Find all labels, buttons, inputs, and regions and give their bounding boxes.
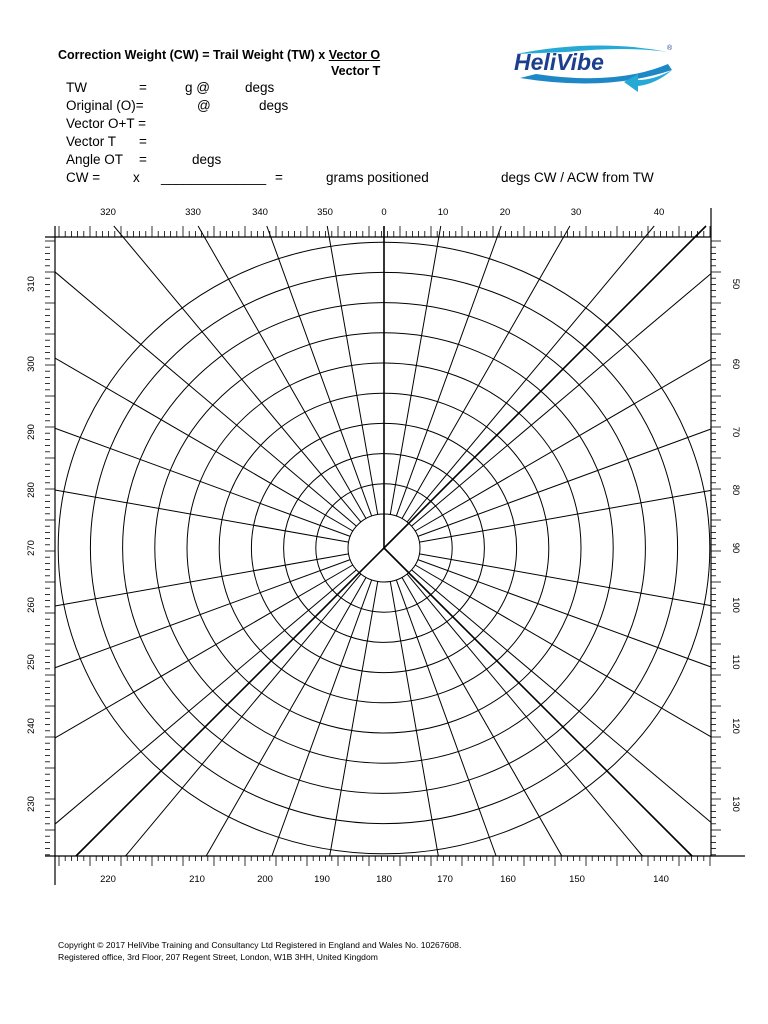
copyright-line: Copyright © 2017 HeliVibe Training and Consultancy Ltd Registered in England and Wales No. 10267608. — [58, 940, 462, 950]
polar-spoke — [418, 429, 711, 536]
bottom-degree-label: 200 — [257, 874, 273, 885]
logo-text: HeliVibe — [514, 49, 604, 75]
top-degree-label: 320 — [100, 207, 116, 218]
tw-g-at: g @ — [185, 80, 210, 95]
tw-label: TW — [66, 80, 87, 95]
right-degree-label: 70 — [730, 426, 741, 438]
top-degree-label: 350 — [317, 207, 333, 218]
left-degree-label: 290 — [26, 424, 37, 440]
original-label: Original (O)= — [66, 98, 144, 113]
vector-t-equals: = — [139, 134, 147, 149]
logo-registered: ® — [667, 45, 673, 52]
bottom-degree-label: 140 — [653, 874, 669, 885]
bottom-degree-label: 210 — [189, 874, 205, 885]
left-degree-label: 230 — [26, 796, 37, 812]
right-degree-label: 80 — [730, 484, 741, 496]
tw-degs: degs — [245, 80, 275, 95]
bottom-degree-label: 170 — [437, 874, 453, 885]
left-degree-label: 300 — [26, 356, 37, 372]
polar-spoke — [402, 226, 570, 519]
top-degree-label: 0 — [381, 207, 387, 218]
address-line: Registered office, 3rd Floor, 207 Regent Street, London, W1B 3HH, United Kingdom — [58, 951, 378, 962]
cw-equals: = — [275, 170, 283, 185]
left-degree-label: 310 — [26, 276, 37, 292]
polar-spoke — [55, 272, 356, 526]
copyright-footer — [58, 940, 461, 963]
left-degree-label: 270 — [26, 540, 37, 556]
angle-ot-degs: degs — [192, 152, 222, 167]
polar-spoke — [390, 226, 441, 515]
polar-spoke — [412, 570, 711, 823]
polar-spoke — [407, 574, 642, 856]
right-degree-label: 60 — [730, 358, 741, 370]
polar-spoke — [418, 560, 711, 667]
cw-blank: ______________ — [161, 170, 267, 185]
angle-ot-label: Angle OT — [66, 152, 124, 167]
top-degree-label: 340 — [252, 207, 268, 218]
tw-equals: = — [139, 80, 147, 95]
polar-spoke — [55, 554, 349, 606]
bottom-degree-label: 160 — [500, 874, 516, 885]
bottom-degree-label: 180 — [376, 874, 392, 885]
top-degree-label: 10 — [437, 207, 449, 218]
polar-spoke — [206, 577, 366, 856]
formula-prefix: Correction Weight (CW) = Trail Weight (TW) x — [58, 48, 329, 62]
bottom-degree-label: 190 — [314, 874, 330, 885]
cw-degs: degs CW / ACW from TW — [501, 170, 654, 185]
polar-spoke — [198, 226, 366, 519]
polar-spoke — [402, 577, 562, 856]
formula-numerator: Vector O — [328, 48, 381, 62]
cw-label: CW = — [66, 170, 101, 185]
left-degree-label: 280 — [26, 482, 37, 498]
original-degs: degs — [259, 98, 289, 113]
right-degree-label: 130 — [730, 796, 741, 812]
angle-ot-equals: = — [139, 152, 147, 167]
top-degree-label: 20 — [499, 207, 511, 218]
right-degree-label: 50 — [730, 278, 741, 290]
vector-t-label: Vector T — [66, 134, 117, 149]
formula-denominator: Vector T — [331, 64, 381, 78]
top-degree-label: 30 — [570, 207, 582, 218]
polar-spoke — [412, 274, 711, 527]
polar-spoke — [126, 574, 361, 856]
polar-spoke — [327, 226, 378, 515]
cw-x: x — [133, 170, 140, 185]
polar-spoke — [390, 581, 438, 856]
original-at: @ — [197, 98, 211, 113]
polar-spoke — [419, 490, 711, 542]
bottom-degree-label: 220 — [100, 874, 116, 885]
top-degree-label: 330 — [185, 207, 201, 218]
polar-spoke — [419, 554, 711, 606]
right-degree-label: 110 — [730, 654, 741, 670]
left-degree-label: 240 — [26, 718, 37, 734]
bottom-degree-label: 150 — [569, 874, 585, 885]
polar-spoke — [55, 570, 356, 824]
left-degree-label: 260 — [26, 597, 37, 613]
polar-spoke — [330, 581, 378, 856]
vector-ot-label: Vector O+T = — [66, 116, 147, 131]
right-degree-label: 100 — [730, 597, 741, 613]
top-degree-label: 40 — [653, 207, 665, 218]
polar-spoke — [55, 490, 349, 542]
cw-grams: grams positioned — [326, 170, 429, 185]
right-degree-label: 90 — [730, 542, 741, 554]
left-degree-label: 250 — [26, 654, 37, 670]
right-degree-label: 120 — [730, 718, 741, 734]
